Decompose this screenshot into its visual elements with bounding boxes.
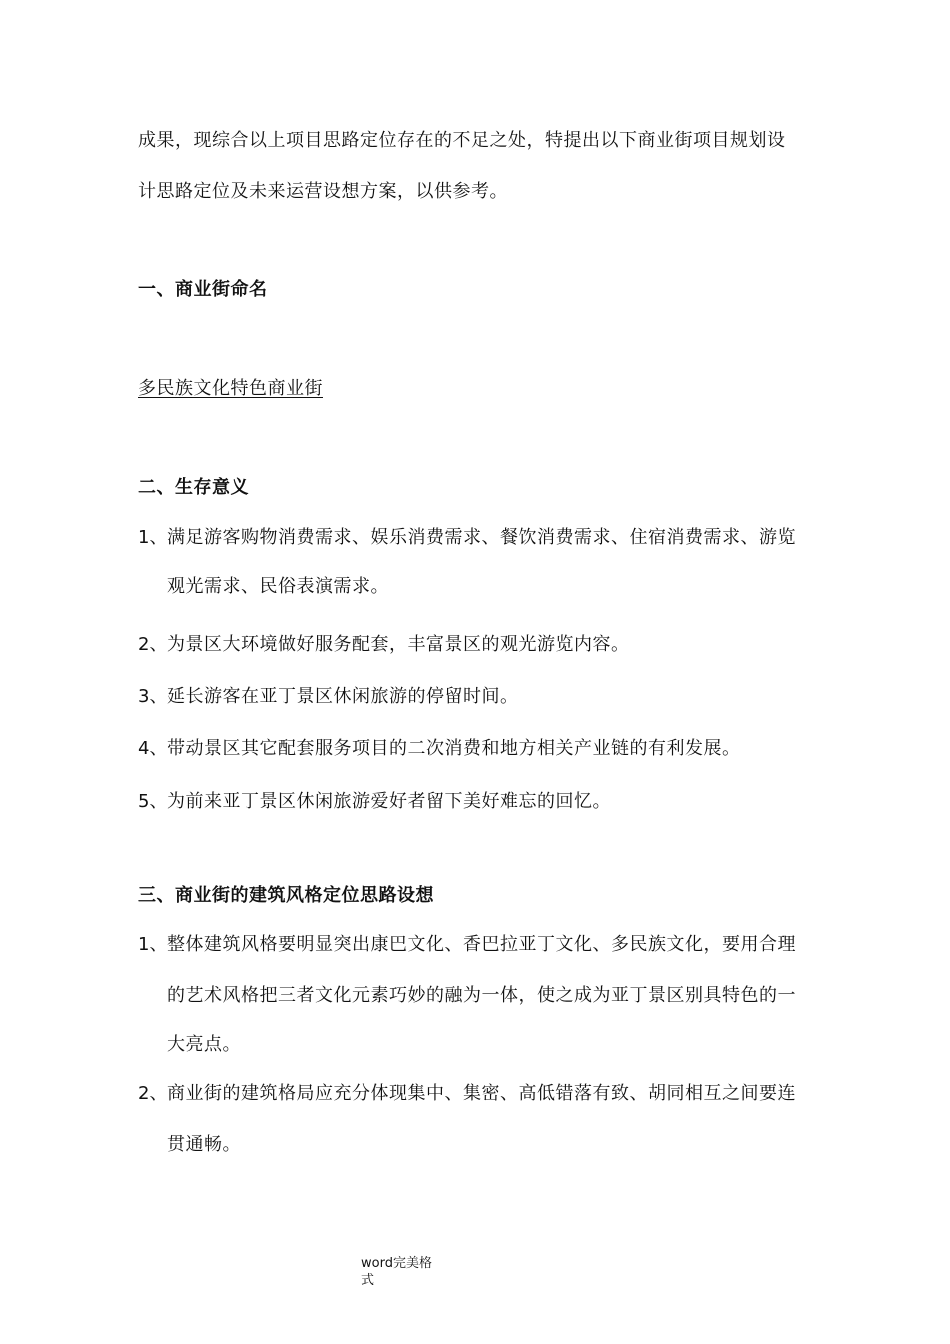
section-1-heading: 一、商业街命名 — [138, 279, 268, 300]
page-footer: word完美格式 — [361, 1256, 432, 1288]
list-item-line: 贯通畅。 — [167, 1134, 241, 1155]
list-item-line: 为景区大环境做好服务配套，丰富景区的观光游览内容。 — [167, 634, 630, 655]
list-item-number: 1、 — [138, 934, 168, 955]
list-item-line: 的艺术风格把三者文化元素巧妙的融为一体，使之成为亚丁景区别具特色的一 — [167, 985, 796, 1006]
list-item-number: 2、 — [138, 1083, 168, 1104]
section-2-heading: 二、生存意义 — [138, 477, 249, 498]
intro-line-2: 计思路定位及未来运营设想方案，以供参考。 — [138, 181, 508, 202]
list-item-number: 2、 — [138, 634, 168, 655]
list-item-line: 大亮点。 — [167, 1034, 241, 1055]
list-item-line: 带动景区其它配套服务项目的二次消费和地方相关产业链的有利发展。 — [167, 738, 741, 759]
list-item-number: 3、 — [138, 686, 168, 707]
section-3-heading: 三、商业街的建筑风格定位思路设想 — [138, 885, 434, 906]
list-item-number: 5、 — [138, 791, 168, 812]
list-item-line: 为前来亚丁景区休闲旅游爱好者留下美好难忘的回忆。 — [167, 791, 611, 812]
intro-line-1: 成果，现综合以上项目思路定位存在的不足之处，特提出以下商业街项目规划设 — [138, 130, 786, 151]
list-item-line: 整体建筑风格要明显突出康巴文化、香巴拉亚丁文化、多民族文化，要用合理 — [167, 934, 796, 955]
list-item-number: 1、 — [138, 527, 168, 548]
list-item-line: 观光需求、民俗表演需求。 — [167, 576, 389, 597]
list-item-line: 商业街的建筑格局应充分体现集中、集密、高低错落有致、胡同相互之间要连 — [167, 1083, 796, 1104]
street-name: 多民族文化特色商业街 — [138, 378, 323, 399]
list-item-line: 延长游客在亚丁景区休闲旅游的停留时间。 — [167, 686, 519, 707]
list-item-line: 满足游客购物消费需求、娱乐消费需求、餐饮消费需求、住宿消费需求、游览 — [167, 527, 796, 548]
list-item-number: 4、 — [138, 738, 168, 759]
